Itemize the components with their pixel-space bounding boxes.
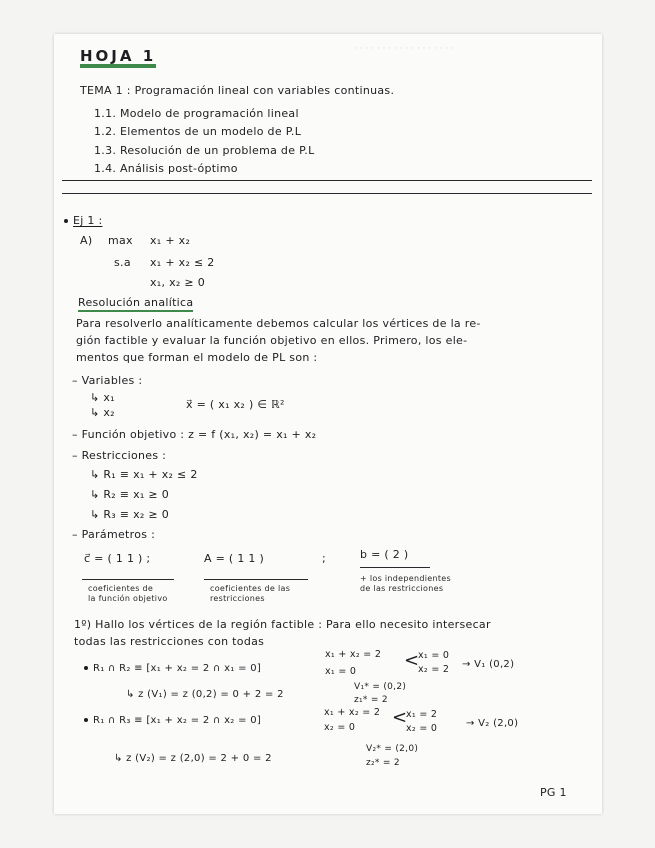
objective-expression: x₁ + x₂ (150, 234, 191, 247)
vertex-result: → V₁ (0,2) (462, 659, 515, 670)
step-line: todas las restricciones con todas (74, 635, 265, 648)
exercise-label: Ej 1 : (64, 214, 103, 228)
brace-underline (204, 579, 308, 580)
topic-item: 1.1. Modelo de programación lineal (94, 107, 299, 120)
solution-eq: x₁ = 0 (418, 650, 450, 661)
page-number: PG 1 (540, 786, 567, 799)
system-eq: x₁ + x₂ = 2 (325, 649, 382, 660)
bullet-icon (64, 219, 68, 223)
note-a: restricciones (210, 594, 265, 603)
note-c: la función objetivo (88, 594, 168, 603)
note-b: + los independientes (360, 574, 451, 583)
intersection-2: R₁ ∩ R₃ ≡ [x₁ + x₂ = 2 ∩ x₂ = 0] (84, 714, 261, 728)
solution-eq: x₁ = 2 (406, 709, 438, 720)
topic-item: 1.2. Elementos de un modelo de P.L (94, 125, 302, 138)
restriction-item: ↳ R₃ ≡ x₂ ≥ 0 (90, 508, 170, 521)
subject-to-keyword: s.a (114, 256, 131, 269)
evaluation-result: V₂* = (2,0) (366, 744, 419, 754)
restriction-item: ↳ R₂ ≡ x₁ ≥ 0 (90, 488, 170, 501)
page-title: HOJA 1 (80, 49, 156, 68)
variable-item: ↳ x₂ (90, 406, 115, 419)
restrictions-label: – Restricciones : (72, 449, 167, 462)
brace-underline (82, 579, 174, 580)
evaluation-result: V₁* = (0,2) (354, 682, 407, 692)
bleed-through-text: · · · · · · · · · · · · · · · · · · (354, 44, 455, 54)
note-b: de las restricciones (360, 584, 444, 593)
step-line: 1º) Hallo los vértices de la región factible : Para ello necesito intersecar (74, 618, 491, 631)
constraint-1: x₁ + x₂ ≤ 2 (150, 256, 215, 269)
objective-function: – Función objetivo : z = f (x₁, x₂) = x₁ + x₂ (72, 428, 317, 441)
notebook-page (54, 34, 602, 814)
note-c: coeficientes de (88, 584, 154, 593)
system-eq: x₁ = 0 (325, 666, 357, 677)
system-eq: x₂ = 0 (324, 722, 356, 733)
note-a: coeficientes de las (210, 584, 291, 593)
section-heading: Resolución analítica (78, 296, 193, 312)
max-keyword: max (108, 234, 133, 247)
evaluation-2: ↳ z (V₂) = z (2,0) = 2 + 0 = 2 (114, 753, 272, 764)
variables-label: – Variables : (72, 374, 143, 387)
parameters-label: – Parámetros : (72, 528, 156, 541)
vertex-result: → V₂ (2,0) (466, 718, 519, 729)
topic-item: 1.4. Análisis post-óptimo (94, 162, 238, 175)
bullet-icon (84, 666, 88, 670)
solution-eq: x₂ = 0 (406, 723, 438, 734)
param-separator: ; (322, 552, 327, 565)
intersection-1: R₁ ∩ R₂ ≡ [x₁ + x₂ = 2 ∩ x₁ = 0] (84, 662, 261, 676)
divider-line (62, 193, 592, 194)
constraint-2: x₁, x₂ ≥ 0 (150, 276, 206, 289)
solution-eq: x₂ = 2 (418, 664, 450, 675)
evaluation-1: ↳ z (V₁) = z (0,2) = 0 + 2 = 2 (126, 689, 284, 700)
topic-item: 1.3. Resolución de un problema de P.L (94, 144, 315, 157)
param-a: A = ( 1 1 ) (204, 552, 265, 565)
evaluation-result: z₂* = 2 (366, 758, 400, 768)
variable-vector: x⃗ = ( x₁ x₂ ) ∈ ℝ² (186, 398, 285, 411)
param-c: c⃗ = ( 1 1 ) ; (84, 552, 151, 565)
system-eq: x₁ + x₂ = 2 (324, 707, 381, 718)
param-b: b = ( 2 ) (360, 548, 409, 561)
brace-symbol: < (392, 707, 408, 728)
restriction-item: ↳ R₁ ≡ x₁ + x₂ ≤ 2 (90, 468, 198, 481)
bullet-icon (84, 718, 88, 722)
intro-line: gión factible y evaluar la función objetivo en ellos. Primero, los ele- (76, 334, 468, 347)
evaluation-result: z₁* = 2 (354, 695, 388, 705)
part-label: A) (80, 234, 93, 247)
intro-line: mentos que forman el modelo de PL son : (76, 351, 318, 364)
brace-symbol: < (404, 650, 420, 671)
brace-underline (360, 567, 430, 568)
intro-line: Para resolverlo analíticamente debemos calcular los vértices de la re- (76, 317, 481, 330)
divider-line (62, 180, 592, 181)
variable-item: ↳ x₁ (90, 391, 115, 404)
tema-heading: TEMA 1 : Programación lineal con variables continuas. (80, 84, 395, 97)
